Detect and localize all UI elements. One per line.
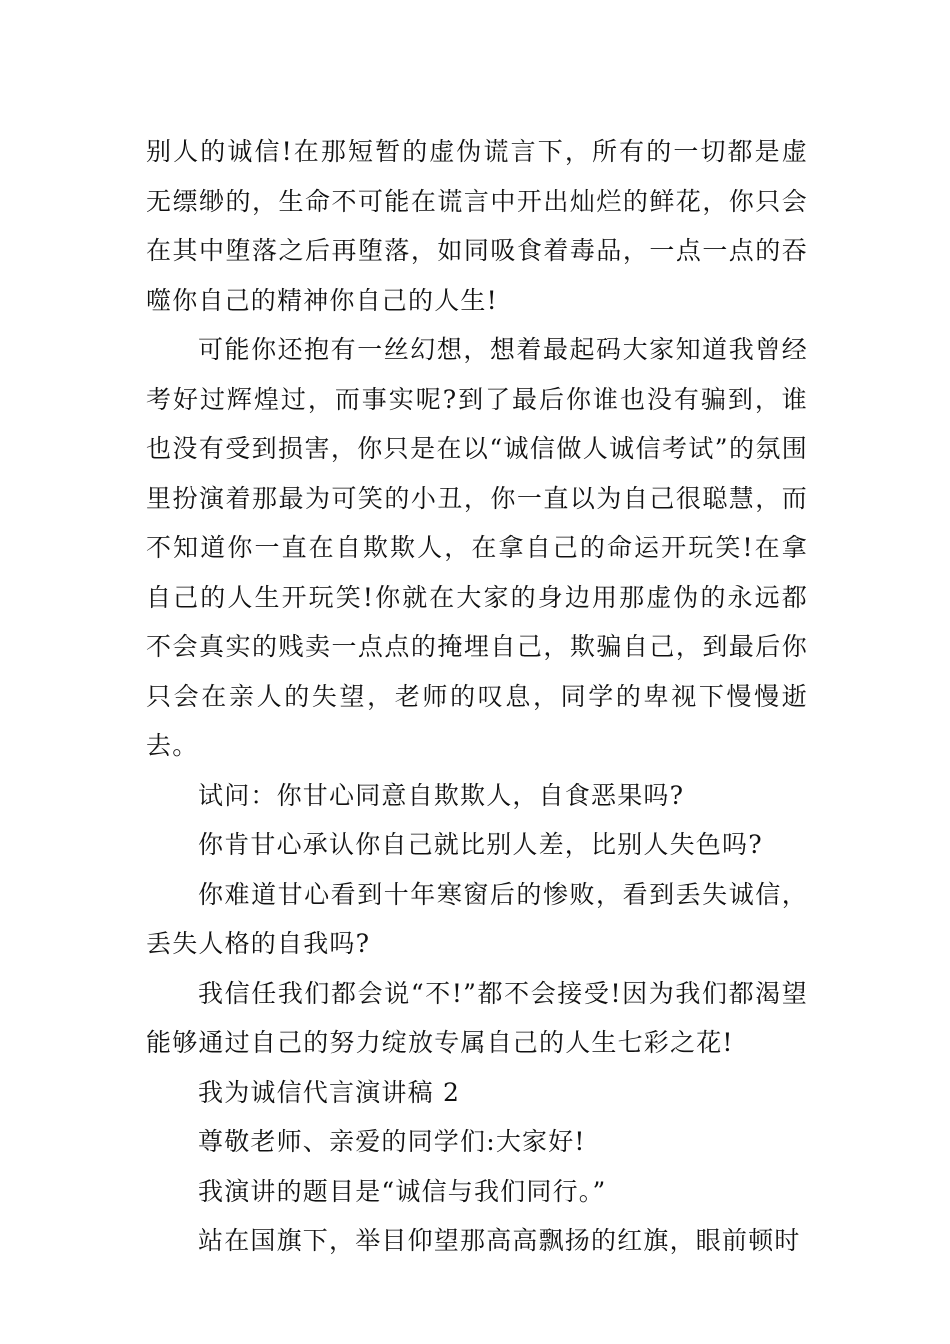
paragraph: 站在国旗下，举目仰望那高高飘扬的红旗，眼前顿时	[198, 1226, 801, 1255]
section-title: 我为诚信代言演讲稿 2	[198, 1077, 461, 1107]
paragraph: 你肯甘心承认你自己就比别人差，比别人失色吗?	[198, 830, 763, 859]
paragraph: 可能你还抱有一丝幻想，想着最起码大家知道我曾经考好过辉煌过，而事实呢?到了最后你谁也没有骗到，谁也没有受到损害，你只是在以“诚信做人诚信考试”的氛围里扮演着那最为可笑的小丑，你一直以为自己很聪慧，而不知道你一直在自欺欺人，在拿自己的命运开玩笑!在拿自己的人生开玩笑!你就在大家的身边用那虚伪的永远都不会真实的贱卖一点点的掩埋自己，欺骗自己，到最后你只会在亲人的失望，老师的叹息，同学的卑视下慢慢逝去。	[146, 335, 808, 760]
salutation: 尊敬老师、亲爱的同学们:大家好!	[198, 1127, 586, 1156]
paragraph: 我演讲的题目是“诚信与我们同行。”	[198, 1176, 607, 1206]
paragraph: 试问：你甘心同意自欺欺人，自食恶果吗?	[198, 780, 685, 810]
paragraph: 我信任我们都会说“不!”都不会接受!因为我们都渴望能够通过自己的努力绽放专属自己的人生七彩之花!	[146, 978, 808, 1057]
paragraph-continuation: 别人的诚信!在那短暂的虚伪谎言下，所有的一切都是虚无缥缈的，生命不可能在谎言中开出灿烂的鲜花，你只会在其中堕落之后再堕落，如同吸食着毒品，一点一点的吞噬你自己的精神你自己的人生!	[146, 137, 808, 315]
paragraph: 你难道甘心看到十年寒窗后的惨败，看到丢失诚信，丢失人格的自我吗?	[146, 879, 808, 958]
document-body	[146, 127, 808, 1266]
